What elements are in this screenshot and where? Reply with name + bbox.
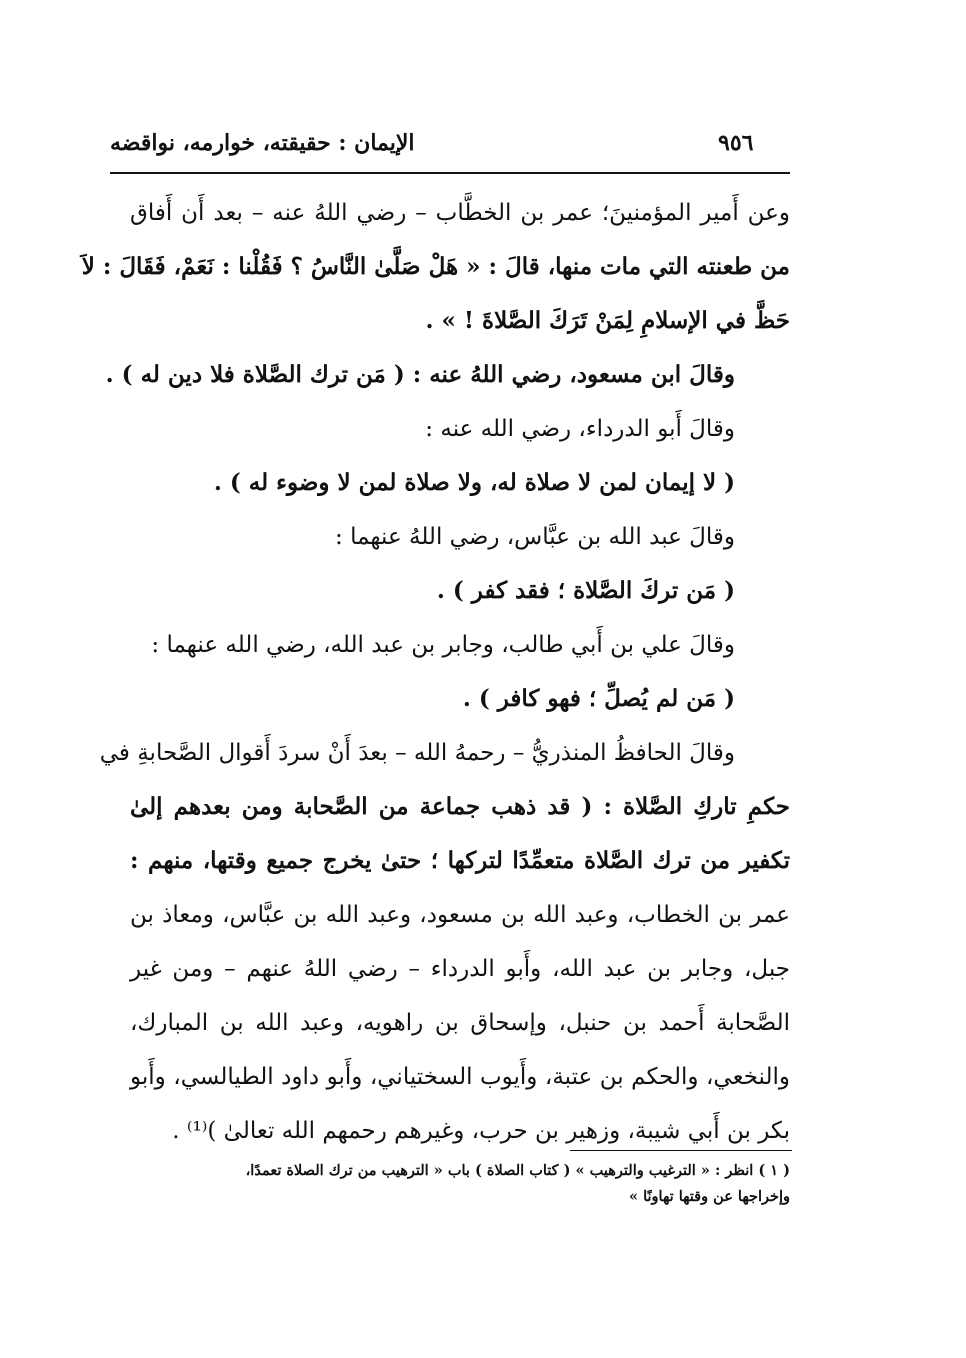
- text-line: تكفير من ترك الصَّلاة متعمِّدًا لتركها ؛ حتىٰ يخرج جميع وقتها، منهم :: [130, 847, 790, 874]
- text-line: بكر بن أَبي شيبة، وزهير بن حرب، وغيرهم رحمهم الله تعالىٰ )⁽¹⁾ .: [172, 1118, 790, 1144]
- text-line: وقالَ علي بن أَبي طالب، وجابر بن عبد الله، رضي الله عنهما :: [151, 632, 735, 658]
- footnote-rule: [570, 1150, 792, 1151]
- text-line: وعن أَمير المؤمنينَ؛ عمر بن الخطَّاب – رضي اللهُ عنه – بعد أَن أَفاق: [130, 200, 790, 226]
- footnote-line: وإخراجها عن وقتها تهاونًا »: [628, 1188, 790, 1205]
- quote-line: ( لا إيمان لمن لا صلاة له، ولا صلاة لمن لا وضوء له ) .: [213, 469, 735, 496]
- text-line: وقالَ أَبو الدرداء، رضي الله عنه :: [425, 416, 735, 442]
- footnotes: [135, 1158, 790, 1210]
- quote-line: ( مَن تركَ الصَّلاة ؛ فقد كفر ) .: [436, 577, 735, 604]
- text-line: الصَّحابة أَحمد بن حنبل، وإسحاق بن راهويه، وعبد الله بن المبارك،: [130, 1010, 790, 1036]
- text-line: عمر بن الخطاب، وعبد الله بن مسعود، وعبد الله بن عبَّاس، ومعاذ بن: [130, 902, 790, 928]
- main-text: [81, 186, 790, 1158]
- text-line: وقالَ الحافظُ المنذريُّ – رحمهُ الله – بعدَ أَنْ سردَ أَقوال الصَّحابةِ في: [99, 740, 735, 766]
- quote-line: ( مَن لم يُصلِّ ؛ فهو كافر ) .: [462, 685, 735, 712]
- text-line: وقالَ عبد الله بن عبَّاس، رضي اللهُ عنهما :: [335, 524, 735, 550]
- text-line: حَظَّ في الإسلامِ لِمَنْ تَرَكَ الصَّلاةَ ! » .: [425, 307, 790, 334]
- text-line: والنخعي، والحكم بن عتبة، وأَيوب السختياني، وأَبو داود الطيالسي، وأَبو: [130, 1064, 790, 1090]
- running-header: [110, 130, 760, 164]
- footnote-line: ( ١ ) انظر : « الترغيب والترهيب » ( كتاب الصلاة ) باب « الترهيب من ترك الصلاة تعمدًا،: [245, 1162, 790, 1179]
- page-number: ٩٥٦: [718, 130, 754, 156]
- text-line: من طعنته التي مات منها، قالَ : « هَلْ صَلَّىٰ النَّاسُ ؟ فَقُلْنا : نَعَمْ، فَقَالَ : لاَ: [81, 253, 790, 280]
- text-line: جبل، وجابر بن عبد الله، وأَبو الدرداء – رضي اللهُ عنهم – ومن غير: [130, 956, 790, 982]
- header-rule: [110, 172, 790, 174]
- text-line: وقالَ ابن مسعود، رضي اللهُ عنه : ( مَن ترك الصَّلاة فلا دين له ) .: [105, 361, 735, 388]
- book-title: الإيمان : حقيقته، خوارمه، نواقضه: [110, 130, 415, 156]
- text-line: حكمِ تاركِ الصَّلاة : ( قد ذهب جماعة من الصَّحابة ومن بعدهم إلىٰ: [130, 793, 790, 820]
